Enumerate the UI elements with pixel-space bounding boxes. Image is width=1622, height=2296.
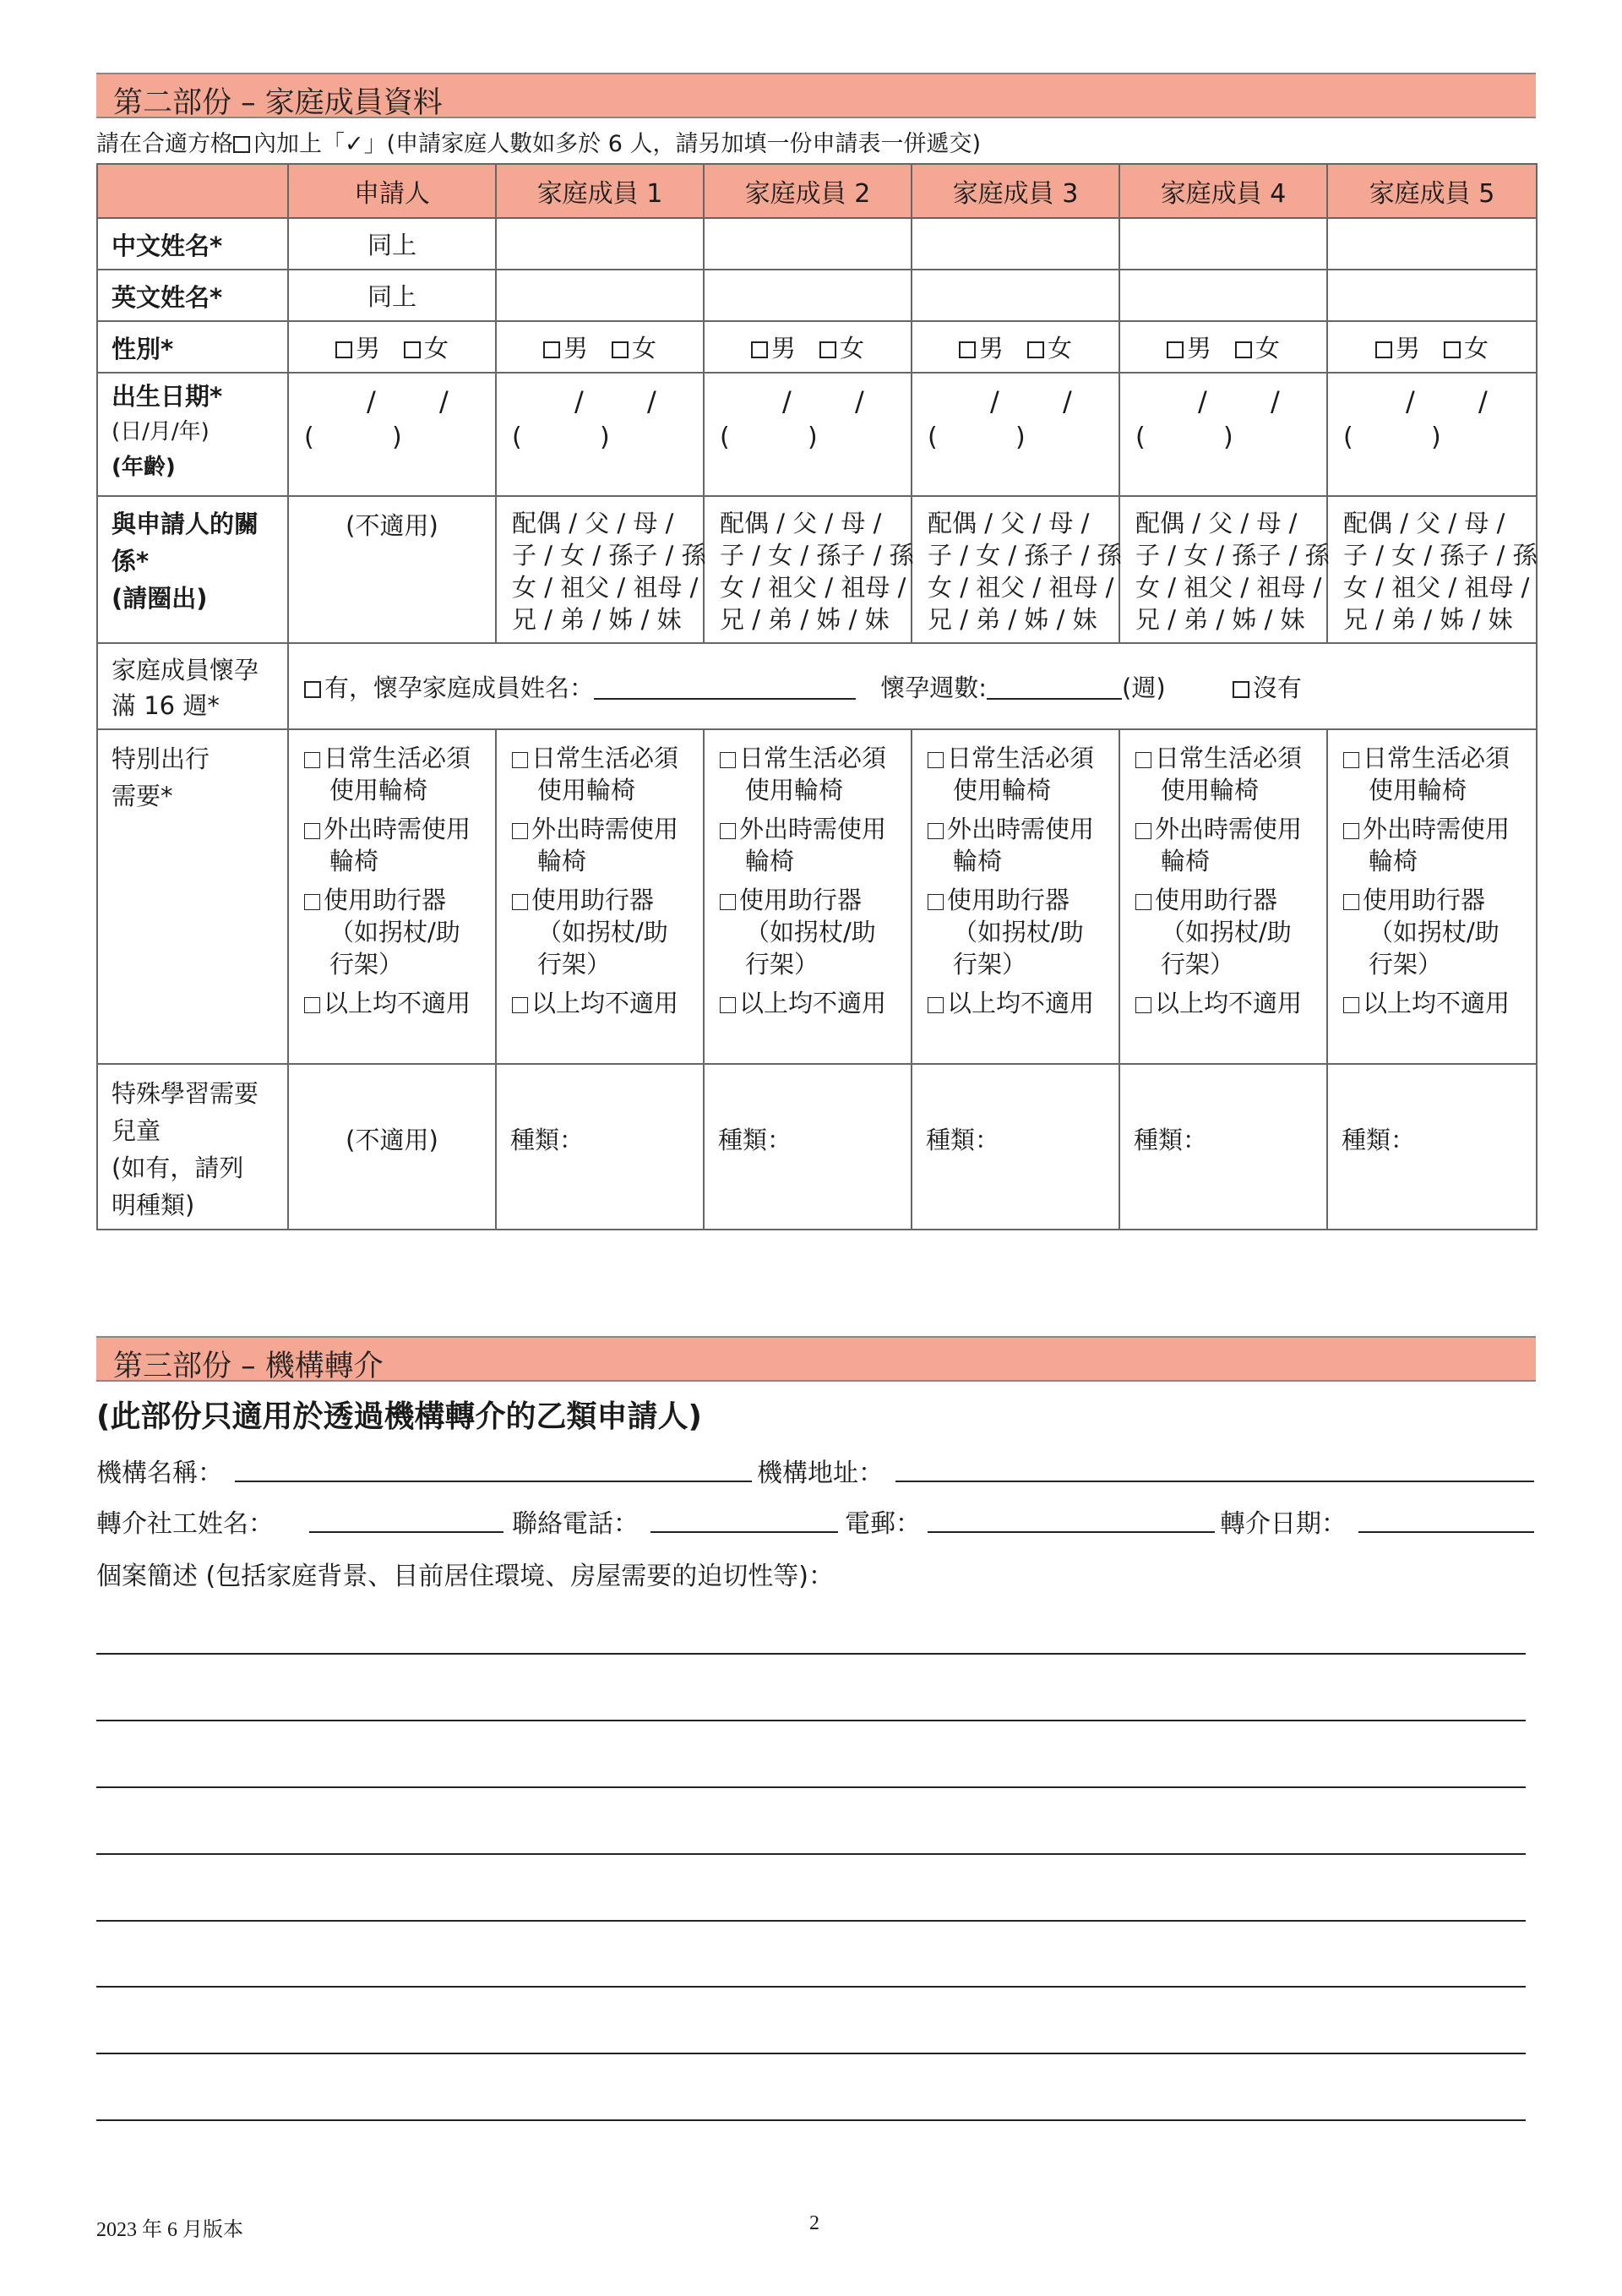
relation-member-4[interactable]: 配偶 / 父 / 母 / 子 / 女 / 孫子 / 孫 女 / 祖父 / 祖母 / 兄 / 弟 / 姊 / 妹 <box>1119 496 1327 643</box>
english-name-member-1[interactable] <box>496 270 704 321</box>
chinese-name-member-4[interactable] <box>1119 218 1327 270</box>
header-member-5: 家庭成員 5 <box>1327 164 1537 218</box>
checkbox-icon[interactable] <box>1343 752 1359 768</box>
checkbox-icon[interactable] <box>512 752 528 768</box>
gender-male-label: 男 <box>1186 334 1211 363</box>
mobility-member-5: 日常生活必須 使用輪椅 外出時需使用 輪椅 使用助行器 （如拐杖/助 行架） 以上均不適用 <box>1327 729 1537 1064</box>
checkbox-icon[interactable] <box>1135 997 1151 1013</box>
email-label: 電郵： <box>845 1509 921 1539</box>
gender-member-5 <box>1327 321 1537 373</box>
english-name-member-5[interactable] <box>1327 270 1537 321</box>
dob-member-4[interactable]: / / ( ) <box>1119 373 1327 496</box>
case-summary-line-7[interactable] <box>96 2053 1526 2054</box>
checkbox-icon[interactable] <box>1135 823 1151 839</box>
label-english-name: 英文姓名* <box>97 270 288 321</box>
chinese-name-member-1[interactable] <box>496 218 704 270</box>
section-2-title: 第二部份 – 家庭成員資料 <box>113 86 443 120</box>
gender-member-1 <box>496 321 704 373</box>
row-english-name <box>97 270 1537 321</box>
case-summary-line-3[interactable] <box>96 1786 1526 1788</box>
relation-member-3[interactable]: 配偶 / 父 / 母 / 子 / 女 / 孫子 / 孫 女 / 祖父 / 祖母 / 兄 / 弟 / 姊 / 妹 <box>912 496 1119 643</box>
org-name-label: 機構名稱： <box>96 1459 223 1488</box>
checkbox-icon[interactable] <box>928 894 944 910</box>
chinese-name-member-2[interactable] <box>704 218 912 270</box>
sen-applicant: (不適用) <box>288 1064 496 1230</box>
checkbox-icon[interactable] <box>1343 894 1359 910</box>
row-mobility <box>97 729 1537 1064</box>
chinese-name-member-5[interactable] <box>1327 218 1537 270</box>
instruction-mid: 內加上「✓」(申請家庭人數如多於 6 人，請另加填一份申請表一併遞交) <box>253 131 982 157</box>
checkbox-icon[interactable] <box>928 823 944 839</box>
checkbox-icon[interactable] <box>928 997 944 1013</box>
gender-female-label: 女 <box>424 334 449 363</box>
pregnancy-yes-label: 有，懷孕家庭成員姓名： <box>324 673 595 702</box>
english-name-member-2[interactable] <box>704 270 912 321</box>
section-3-subtitle: (此部份只適用於透過機構轉介的乙類申請人) <box>96 1399 702 1434</box>
sen-member-2[interactable]: 種類： <box>704 1064 912 1230</box>
mobility-member-1: 日常生活必須 使用輪椅 外出時需使用 輪椅 使用助行器 （如拐杖/助 行架） 以上均不適用 <box>496 729 704 1064</box>
checkbox-icon[interactable] <box>335 341 352 358</box>
mobility-applicant: 日常生活必須 使用輪椅 外出時需使用 輪椅 使用助行器 （如拐杖/助 行架） 以上均不適用 <box>288 729 496 1064</box>
label-chinese-name: 中文姓名* <box>97 218 288 270</box>
dob-member-2[interactable]: / / ( ) <box>704 373 912 496</box>
table-header-row <box>97 164 1537 218</box>
header-member-3: 家庭成員 3 <box>912 164 1119 218</box>
checkbox-icon[interactable] <box>751 341 768 358</box>
checkbox-icon[interactable] <box>1343 823 1359 839</box>
checkbox-icon[interactable] <box>512 997 528 1013</box>
mobility-member-4: 日常生活必須 使用輪椅 外出時需使用 輪椅 使用助行器 （如拐杖/助 行架） 以上均不適用 <box>1119 729 1327 1064</box>
pregnancy-label-1: 家庭成員懷孕 <box>112 656 259 684</box>
sen-member-1[interactable]: 種類： <box>496 1064 704 1230</box>
checkbox-icon[interactable] <box>720 997 736 1013</box>
checkbox-icon[interactable] <box>304 997 320 1013</box>
checkbox-icon[interactable] <box>512 823 528 839</box>
referral-date-label: 轉介日期： <box>1220 1509 1347 1539</box>
dob-applicant[interactable]: / / ( ) <box>288 373 496 496</box>
checkbox-icon[interactable] <box>1167 341 1184 358</box>
version-label: 2023 年 6 月版本 <box>96 2219 243 2241</box>
section-3-title: 第三部份 – 機構轉介 <box>113 1350 384 1383</box>
email-line[interactable] <box>928 1531 1215 1533</box>
referral-date-line[interactable] <box>1358 1531 1534 1533</box>
instruction-note <box>96 125 981 158</box>
row-chinese-name <box>97 218 1537 270</box>
dob-format-label: (日/月/年) <box>112 419 210 444</box>
pregnancy-field <box>288 643 1537 729</box>
sen-member-4[interactable]: 種類： <box>1119 1064 1327 1230</box>
english-name-member-3[interactable] <box>912 270 1119 321</box>
checkbox-icon[interactable] <box>1343 997 1359 1013</box>
chinese-name-applicant: 同上 <box>288 218 496 270</box>
header-blank <box>97 164 288 218</box>
gender-female-label: 女 <box>1048 334 1073 363</box>
dob-label: 出生日期* <box>112 382 223 411</box>
checkbox-icon[interactable] <box>1027 341 1044 358</box>
checkbox-icon <box>233 136 250 153</box>
gender-female-label: 女 <box>840 334 865 363</box>
row-pregnancy <box>97 643 1537 729</box>
relation-label-1: 與申請人的關 <box>112 510 259 538</box>
pregnancy-weeks-line[interactable] <box>987 698 1122 700</box>
relation-member-2[interactable]: 配偶 / 父 / 母 / 子 / 女 / 孫子 / 孫 女 / 祖父 / 祖母 / 兄 / 弟 / 姊 / 妹 <box>704 496 912 643</box>
row-relation <box>97 496 1537 643</box>
case-summary-line-8[interactable] <box>96 2119 1526 2121</box>
instruction-pre: 請在合適方格 <box>96 131 233 157</box>
header-member-4: 家庭成員 4 <box>1119 164 1327 218</box>
checkbox-icon[interactable] <box>959 341 976 358</box>
gender-applicant <box>288 321 496 373</box>
mobility-label-1: 特別出行 <box>112 744 210 773</box>
social-worker-line[interactable] <box>309 1531 503 1533</box>
gender-member-3 <box>912 321 1119 373</box>
checkbox-icon[interactable] <box>512 894 528 910</box>
relation-applicant: (不適用) <box>288 496 496 643</box>
mobility-label-2: 需要* <box>112 782 173 810</box>
relation-label-2: 係* <box>112 547 150 575</box>
checkbox-icon[interactable] <box>304 894 320 910</box>
checkbox-icon[interactable] <box>1233 681 1249 698</box>
sen-label-3: (如有，請列 <box>112 1153 244 1182</box>
pregnant-member-name-line[interactable] <box>594 698 856 700</box>
checkbox-icon[interactable] <box>720 894 736 910</box>
mobility-member-3: 日常生活必須 使用輪椅 外出時需使用 輪椅 使用助行器 （如拐杖/助 行架） 以上均不適用 <box>912 729 1119 1064</box>
relation-member-5[interactable]: 配偶 / 父 / 母 / 子 / 女 / 孫子 / 孫 女 / 祖父 / 祖母 / 兄 / 弟 / 姊 / 妹 <box>1327 496 1537 643</box>
checkbox-icon[interactable] <box>304 823 320 839</box>
mobility-member-2: 日常生活必須 使用輪椅 外出時需使用 輪椅 使用助行器 （如拐杖/助 行架） 以上均不適用 <box>704 729 912 1064</box>
section-2-header <box>96 73 1536 118</box>
age-label: (年齡) <box>112 455 176 480</box>
label-sen <box>97 1064 288 1230</box>
gender-male-label: 男 <box>563 334 588 363</box>
label-mobility <box>97 729 288 1064</box>
checkbox-icon[interactable] <box>543 341 560 358</box>
checkbox-icon[interactable] <box>1375 341 1392 358</box>
label-pregnancy <box>97 643 288 729</box>
relation-label-3: (請圈出) <box>112 584 208 613</box>
org-address-label: 機構地址： <box>757 1459 884 1488</box>
checkbox-icon[interactable] <box>928 752 944 768</box>
english-name-member-4[interactable] <box>1119 270 1327 321</box>
row-gender <box>97 321 1537 373</box>
sen-label-1: 特殊學習需要 <box>112 1079 259 1108</box>
sen-label-2: 兒童 <box>112 1116 161 1145</box>
case-summary-line-2[interactable] <box>96 1720 1526 1721</box>
checkbox-icon[interactable] <box>404 341 421 358</box>
case-summary-line-5[interactable] <box>96 1920 1526 1922</box>
gender-member-4 <box>1119 321 1327 373</box>
row-dob <box>97 373 1537 496</box>
pregnancy-no-label: 沒有 <box>1252 673 1302 702</box>
checkbox-icon[interactable] <box>304 752 320 768</box>
pregnancy-weeks-unit: (週) <box>1122 673 1166 702</box>
checkbox-icon[interactable] <box>1235 341 1252 358</box>
english-name-applicant: 同上 <box>288 270 496 321</box>
chinese-name-member-3[interactable] <box>912 218 1119 270</box>
sen-label-4: 明種類) <box>112 1191 195 1219</box>
gender-female-label: 女 <box>1464 334 1489 363</box>
dob-member-3[interactable]: / / ( ) <box>912 373 1119 496</box>
gender-male-label: 男 <box>978 334 1004 363</box>
gender-female-label: 女 <box>1255 334 1281 363</box>
checkbox-icon[interactable] <box>612 341 629 358</box>
checkbox-icon[interactable] <box>720 752 736 768</box>
relation-member-1[interactable]: 配偶 / 父 / 母 / 子 / 女 / 孫子 / 孫 女 / 祖父 / 祖母 / 兄 / 弟 / 姊 / 妹 <box>496 496 704 643</box>
header-member-2: 家庭成員 2 <box>704 164 912 218</box>
checkbox-icon[interactable] <box>1135 752 1151 768</box>
gender-female-label: 女 <box>632 334 657 363</box>
social-worker-label: 轉介社工姓名： <box>96 1509 274 1539</box>
phone-line[interactable] <box>650 1531 838 1533</box>
checkbox-icon[interactable] <box>1135 894 1151 910</box>
gender-male-label: 男 <box>355 334 380 363</box>
checkbox-icon[interactable] <box>1444 341 1461 358</box>
label-dob <box>97 373 288 496</box>
dob-member-5[interactable]: / / ( ) <box>1327 373 1537 496</box>
dob-member-1[interactable]: / / ( ) <box>496 373 704 496</box>
checkbox-icon[interactable] <box>720 823 736 839</box>
family-members-table <box>96 163 1538 1230</box>
org-address-line[interactable] <box>895 1481 1534 1482</box>
case-summary-line-1[interactable] <box>96 1653 1526 1655</box>
row-sen <box>97 1064 1537 1230</box>
label-gender: 性別* <box>97 321 288 373</box>
section-3-header <box>96 1336 1536 1382</box>
gender-male-label: 男 <box>770 334 796 363</box>
checkbox-icon[interactable] <box>819 341 836 358</box>
header-applicant: 申請人 <box>288 164 496 218</box>
pregnancy-label-2: 滿 16 週* <box>112 691 220 720</box>
label-relation <box>97 496 288 643</box>
sen-member-3[interactable]: 種類： <box>912 1064 1119 1230</box>
page-number: 2 <box>809 2212 819 2234</box>
checkbox-icon[interactable] <box>304 681 321 698</box>
org-name-line[interactable] <box>235 1481 752 1482</box>
pregnancy-weeks-label: 懷孕週數: <box>880 673 988 702</box>
gender-member-2 <box>704 321 912 373</box>
case-summary-label: 個案簡述 (包括家庭背景、目前居住環境、房屋需要的迫切性等)： <box>96 1562 834 1591</box>
gender-male-label: 男 <box>1395 334 1420 363</box>
sen-member-5[interactable]: 種類： <box>1327 1064 1537 1230</box>
case-summary-line-6[interactable] <box>96 1986 1526 1988</box>
header-member-1: 家庭成員 1 <box>496 164 704 218</box>
case-summary-line-4[interactable] <box>96 1853 1526 1855</box>
phone-label: 聯絡電話： <box>512 1509 639 1539</box>
